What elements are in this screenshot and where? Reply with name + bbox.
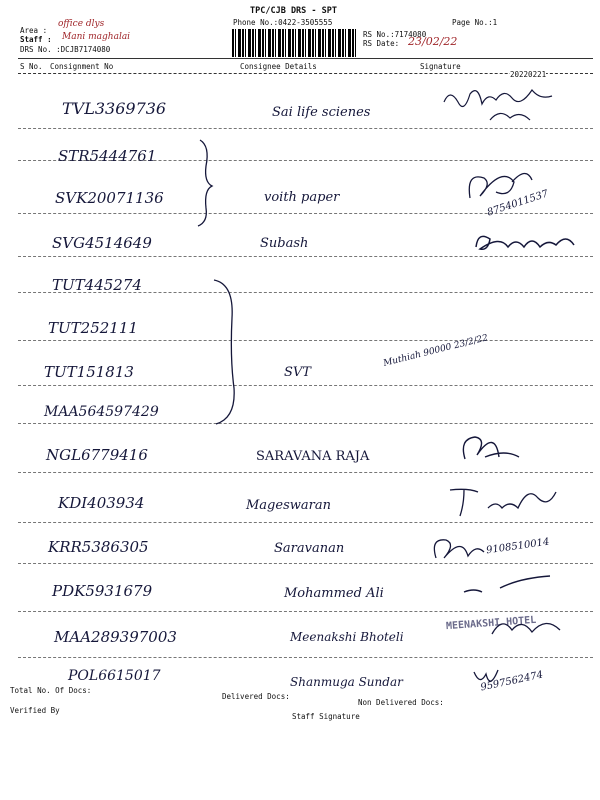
date-stamp: 20220221 — [510, 70, 547, 79]
receiver-note: Muthiah 90000 23/2/22 — [382, 333, 490, 369]
row-divider — [18, 213, 593, 214]
row-divider — [18, 340, 593, 341]
consignee-name: Subash — [260, 236, 309, 251]
drs-number: DRS No. :DCJB7174080 — [20, 45, 111, 54]
rs-number: RS No.:7174080 — [363, 30, 427, 39]
phone-number: Phone No.:0422-3505555 — [233, 18, 333, 27]
signature-scribble — [460, 572, 560, 602]
phone-note: 8754011537 — [485, 188, 550, 219]
header-rule-dashed — [18, 73, 593, 74]
consignment-number: POL6615017 — [68, 668, 161, 684]
consignment-number: SVG4514649 — [52, 234, 152, 252]
consignment-number: KDI403934 — [58, 494, 145, 512]
signature-scribble — [448, 478, 568, 523]
area-label: Area : — [20, 26, 48, 35]
consignee-name: Meenakshi Bhoteli — [290, 630, 404, 644]
hotel-stamp: MEENAKSHI HOTEL — [445, 614, 537, 633]
staff-label: Staff : — [20, 35, 52, 44]
col-consignee: Consignee Details — [240, 62, 317, 71]
rs-date-handwritten: 23/02/22 — [408, 35, 458, 48]
consignee-name: Mohammed Ali — [284, 586, 384, 601]
consignment-number: TVL3369736 — [62, 99, 167, 118]
consignment-number: STR5444761 — [58, 147, 157, 165]
row-divider — [18, 563, 593, 564]
consignment-number: TUT252111 — [48, 319, 138, 337]
col-signature: Signature — [420, 62, 461, 71]
header-rule — [18, 58, 593, 59]
consignment-number: MAA564597429 — [44, 404, 159, 420]
barcode-image — [232, 29, 357, 57]
signature-scribble — [470, 225, 580, 260]
delivered-docs-label: Delivered Docs: — [222, 692, 290, 701]
consignee-name: Saravanan — [274, 541, 345, 556]
phone-note: 9108510014 — [485, 536, 551, 557]
consignee-name: Shanmuga Sundar — [290, 675, 403, 689]
signature-scribble — [455, 427, 525, 467]
signature-scribble — [428, 528, 488, 568]
total-docs-label: Total No. Of Docs: — [10, 686, 92, 695]
consignee-name: Sai life scienes — [272, 105, 371, 120]
verified-by-label: Verified By — [10, 706, 60, 715]
document-title: TPC/CJB DRS - SPT — [250, 6, 337, 16]
row-divider — [18, 423, 593, 424]
non-delivered-docs-label: Non Delivered Docs: — [358, 698, 444, 707]
consignment-number: KRR5386305 — [48, 538, 149, 556]
staff-handwritten: Mani maghalai — [62, 32, 131, 42]
row-divider — [18, 472, 593, 473]
signature-scribble — [440, 80, 570, 130]
consignment-number: MAA289397003 — [54, 628, 177, 646]
signature-scribble — [462, 162, 552, 212]
row-divider — [18, 385, 593, 386]
col-consignment: Consignment No — [50, 62, 114, 71]
consignee-name: SVT — [284, 365, 311, 380]
page-number: Page No.:1 — [452, 18, 498, 27]
rs-date-label: RS Date: — [363, 39, 400, 48]
col-sno: S No. — [20, 62, 43, 71]
staff-signature-label: Staff Signature — [292, 712, 360, 721]
consignment-number: TUT445274 — [52, 276, 142, 294]
phone-note: 9597562474 — [479, 669, 545, 694]
consignee-name: Mageswaran — [246, 498, 331, 513]
signature-scribble — [470, 664, 510, 694]
consignee-name: voith paper — [264, 190, 340, 205]
group-bracket — [212, 278, 242, 428]
consignee-name: SARAVANA RAJA — [256, 449, 370, 464]
consignment-number: TUT151813 — [44, 363, 134, 381]
area-handwritten: office dlys — [58, 19, 105, 29]
consignment-number: NGL6779416 — [46, 446, 148, 464]
consignment-number: PDK5931679 — [52, 582, 153, 600]
group-bracket — [196, 138, 220, 228]
consignment-number: SVK20071136 — [55, 189, 164, 207]
row-divider — [18, 657, 593, 658]
signature-scribble — [488, 612, 568, 642]
